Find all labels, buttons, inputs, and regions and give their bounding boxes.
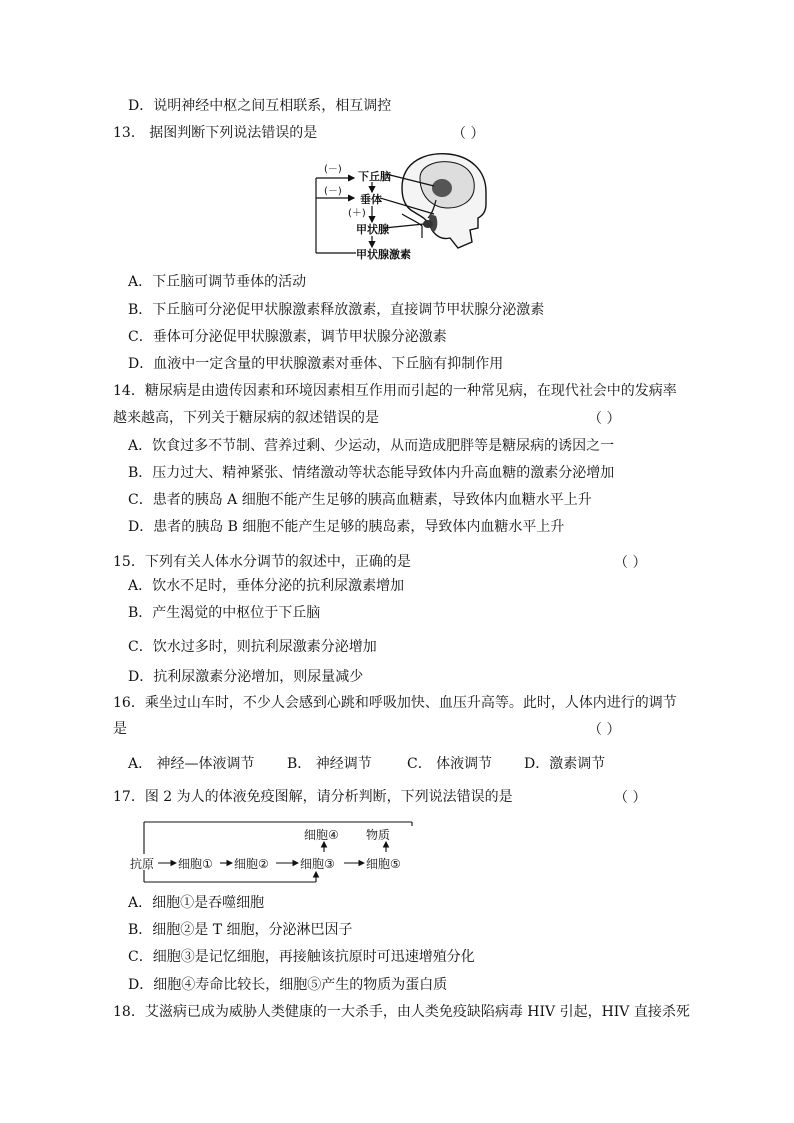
fig17-cell-1: 细胞① — [178, 857, 213, 871]
q17-option-b: B．细胞②是 T 细胞，分泌淋巴因子 — [128, 922, 353, 938]
hypothalamus-thyroid-figure — [310, 152, 490, 266]
q17-stem: 17．图 2 为人的体液免疫图解，请分析判断，下列说法错误的是 — [113, 789, 513, 805]
q16-option-b: B． 神经调节 — [287, 756, 372, 772]
q17-option-c: C．细胞③是记忆细胞，再接触该抗原时可迅速增殖分化 — [128, 949, 475, 965]
q15-option-d: D．抗利尿激素分泌增加，则尿量减少 — [128, 669, 364, 685]
q16-option-a: A． 神经—体液调节 — [128, 756, 255, 772]
q16-stem-line1: 16．乘坐过山车时，不少人会感到心跳和呼吸加快、血压升高等。此时，人体内进行的调节 — [113, 695, 677, 711]
q17-option-d: D．细胞④寿命比较长，细胞⑤产生的物质为蛋白质 — [128, 977, 448, 993]
fig13-hypothalamus: 下丘脑 — [358, 170, 391, 183]
q12-option-d: D．说明神经中枢之间互相联系，相互调控 — [128, 98, 392, 114]
q16-answer-paren: （ ） — [588, 722, 621, 738]
q13-answer-paren: （ ） — [452, 126, 485, 142]
q13-option-b: B．下丘脑可分泌促甲状腺激素释放激素，直接调节甲状腺分泌激素 — [128, 302, 545, 318]
fig17-cell-3: 细胞③ — [300, 857, 335, 871]
q18-stem: 18．艾滋病已成为威胁人类健康的一大杀手，由人类免疫缺陷病毒 HIV 引起，HIV 直接杀死 — [113, 1004, 690, 1020]
q15-option-a: A．饮水不足时，垂体分泌的抗利尿激素增加 — [128, 578, 405, 594]
fig13-thyroid: 甲状腺 — [356, 223, 389, 236]
q14-option-a: A．饮食过多不节制、营养过剩、少运动，从而造成肥胖等是糖尿病的诱因之一 — [128, 438, 615, 454]
fig13-thyroid-hormone: 甲状腺激素 — [356, 248, 411, 261]
q15-option-b: B．产生渴觉的中枢位于下丘脑 — [128, 605, 321, 621]
q13-stem: 13． 据图判断下列说法错误的是 — [113, 125, 318, 141]
q14-option-b: B．压力过大、精神紧张、情绪激动等状态能导致体内升高血糖的激素分泌增加 — [128, 465, 615, 481]
q16-option-d: D．激素调节 — [524, 756, 606, 772]
q14-answer-paren: （ ） — [588, 411, 621, 427]
fig17-substance: 物质 — [366, 828, 391, 842]
q15-option-c: C．饮水过多时，则抗利尿激素分泌增加 — [128, 639, 377, 655]
humoral-immunity-figure — [128, 818, 418, 890]
q17-answer-paren: （ ） — [614, 790, 647, 806]
q14-stem-line1: 14．糖尿病是由遗传因素和环境因素相互作用而引起的一种常见病，在现代社会中的发病率 — [113, 383, 677, 399]
q16-stem-line2: 是 — [113, 721, 127, 737]
q14-option-d: D．患者的胰岛 B 细胞不能产生足够的胰岛素，导致体内血糖水平上升 — [128, 519, 565, 535]
fig13-minus-2: (－) — [324, 186, 342, 197]
fig17-cell-4: 细胞④ — [304, 828, 339, 842]
fig13-plus: (＋) — [348, 208, 366, 219]
q14-option-c: C．患者的胰岛 A 细胞不能产生足够的胰高血糖素，导致体内血糖水平上升 — [128, 492, 592, 508]
q17-option-a: A．细胞①是吞噬细胞 — [128, 895, 265, 911]
q13-option-c: C．垂体可分泌促甲状腺激素，调节甲状腺分泌激素 — [128, 329, 447, 345]
q15-answer-paren: （ ） — [614, 555, 647, 571]
fig13-minus-1: (－) — [324, 164, 342, 175]
q13-option-d: D．血液中一定含量的甲状腺激素对垂体、下丘脑有抑制作用 — [128, 356, 504, 372]
q15-stem: 15．下列有关人体水分调节的叙述中，正确的是 — [113, 554, 411, 570]
fig17-cell-5: 细胞⑤ — [366, 857, 401, 871]
fig17-cell-2: 细胞② — [234, 857, 269, 871]
q14-stem-line2: 越来越高，下列关于糖尿病的叙述错误的是 — [113, 410, 379, 426]
q16-option-c: C． 体液调节 — [407, 756, 493, 772]
fig17-antigen: 抗原 — [130, 857, 155, 871]
fig13-pituitary: 垂体 — [360, 193, 382, 206]
q13-option-a: A．下丘脑可调节垂体的活动 — [128, 274, 307, 290]
